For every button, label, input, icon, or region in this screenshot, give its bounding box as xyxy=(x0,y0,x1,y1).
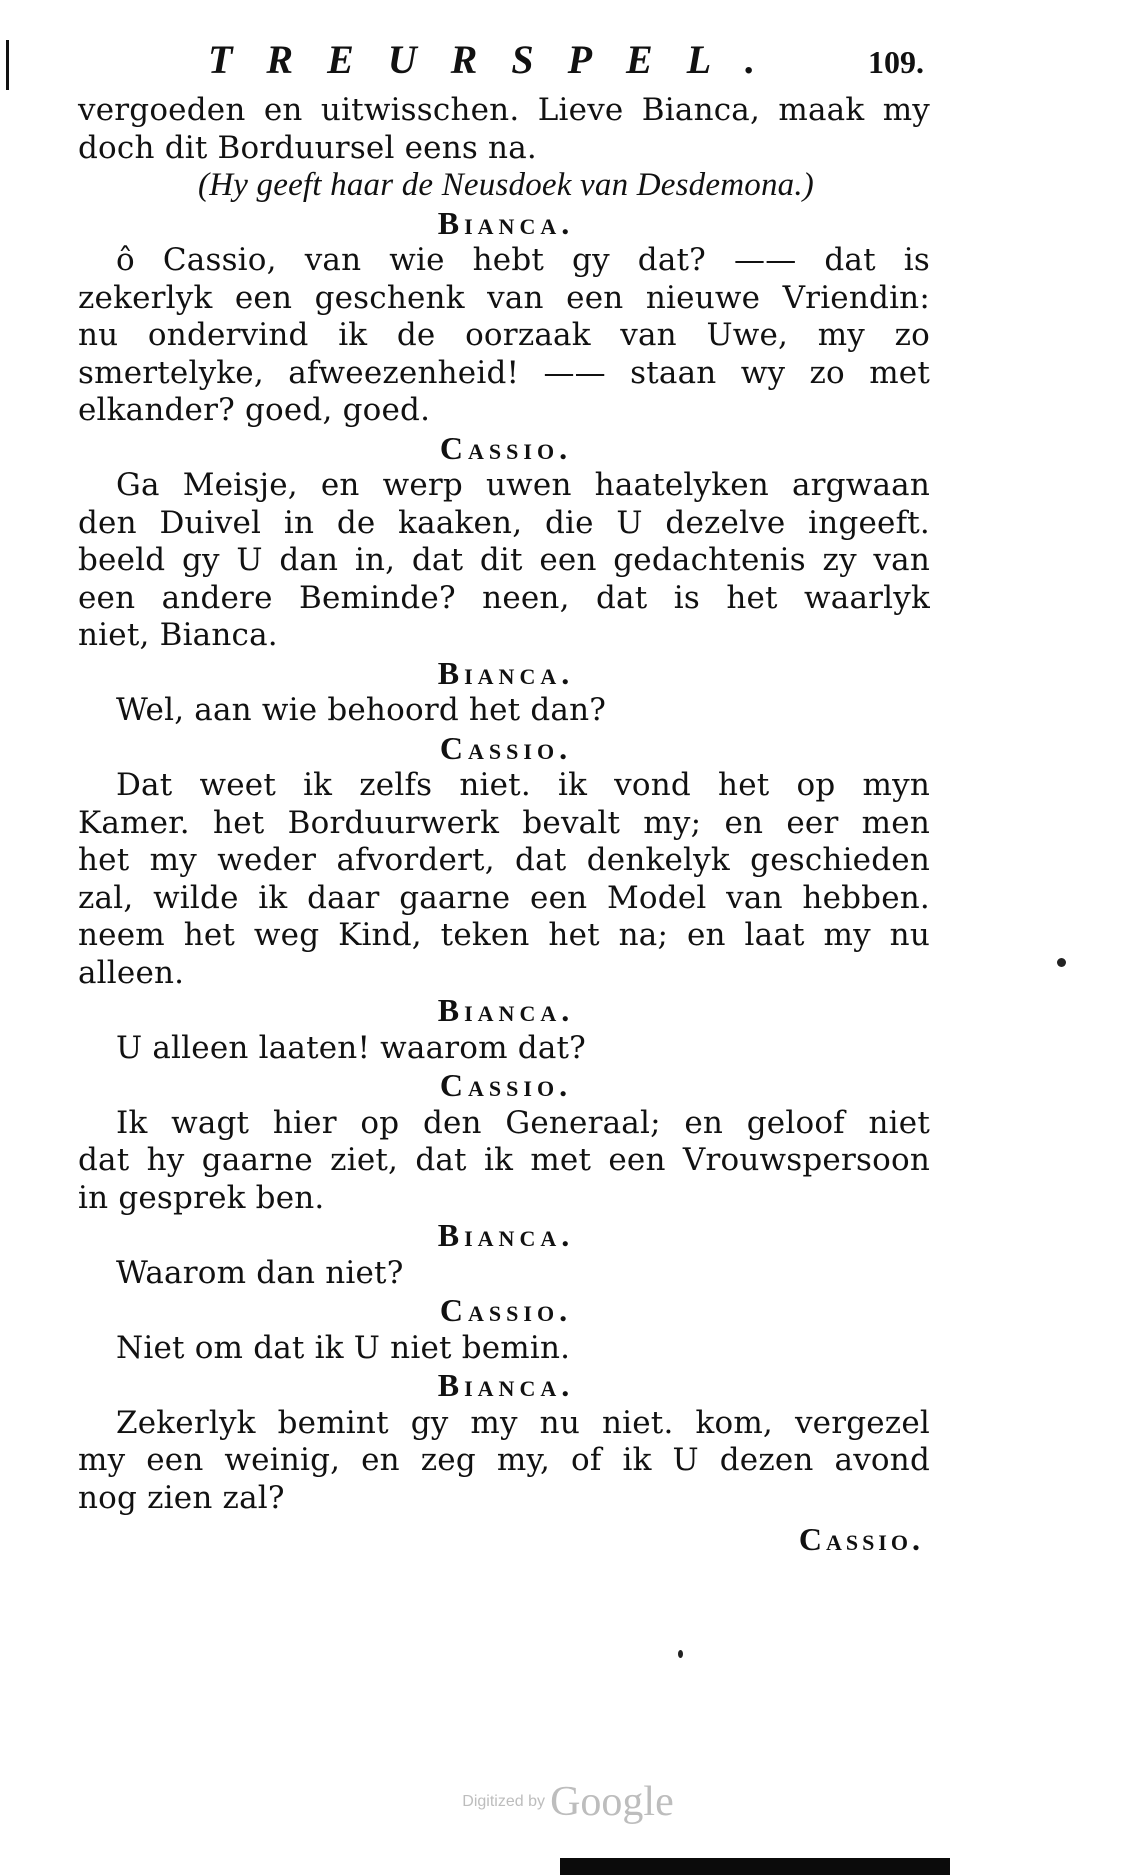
page-number: 109. xyxy=(868,44,924,80)
text-line: vergoeden en uitwisschen. Lieve Bianca, maak my xyxy=(78,92,930,128)
text-line: Niet om dat ik U niet bemin. xyxy=(116,1329,571,1366)
speaker-name: Cassio. xyxy=(439,1292,573,1328)
text-line: smertelyke, afweezenheid! —— staan wy zo met xyxy=(78,354,930,391)
text-line: Dat weet ik zelfs niet. ik vond het op myn xyxy=(116,767,930,803)
text-line: beeld gy U dan in, dat dit een gedachtenis zy van xyxy=(78,542,930,578)
speaker-name: Bianca. xyxy=(437,1217,575,1253)
text-line: dat hy gaarne ziet, dat ik met een Vrouwspersoon xyxy=(78,1142,930,1178)
ink-speck xyxy=(1057,958,1066,967)
speaker-name: Bianca. xyxy=(437,1367,575,1403)
ink-speck xyxy=(678,1650,683,1658)
running-title: TREURSPEL. xyxy=(208,37,790,82)
text-line: Zekerlyk bemint gy my nu niet. kom, vergezel xyxy=(116,1404,930,1441)
text-line: niet, Bianca. xyxy=(78,617,278,653)
scan-edge-mark xyxy=(6,40,9,90)
text-line: Ga Meisje, en werp uwen haatelyken argwaan xyxy=(116,467,930,503)
text-line: Waarom dan niet? xyxy=(116,1254,404,1291)
speaker-name: Bianca. xyxy=(437,654,575,691)
page-header xyxy=(78,30,934,92)
text-line: den Duivel in de kaaken, die U dezelve ingeeft. xyxy=(78,504,930,541)
digitized-label: Digitized by xyxy=(462,1793,545,1810)
speaker-name: Cassio. xyxy=(439,1067,573,1103)
text-line: neem het weg Kind, teken het na; en laat my nu xyxy=(78,917,930,953)
text-line: ô Cassio, van wie hebt gy dat? —— dat is xyxy=(116,242,930,278)
stage-direction: (Hy geeft haar de Neusdoek van Desdemona.) xyxy=(198,167,814,203)
scan-bottom-bar xyxy=(560,1858,950,1875)
text-line: Wel, aan wie behoord het dan? xyxy=(116,692,607,728)
catchword: Cassio. xyxy=(798,1521,924,1557)
text-line: zekerlyk een geschenk van een nieuwe Vriendin: xyxy=(78,279,930,316)
text-line: een andere Beminde? neen, dat is het waarlyk xyxy=(78,579,930,616)
speaker-name: Cassio. xyxy=(439,729,573,766)
text-line: alleen. xyxy=(78,954,185,991)
text-line: nu ondervind ik de oorzaak van Uwe, my zo xyxy=(78,317,930,353)
speaker-name: Bianca. xyxy=(437,204,575,241)
speaker-name: Cassio. xyxy=(439,429,573,466)
google-logo: Google xyxy=(550,1779,674,1825)
text-line: nog zien zal? xyxy=(78,1479,285,1516)
book-page xyxy=(78,30,934,1558)
text-line: Ik wagt hier op den Generaal; en geloof niet xyxy=(116,1104,930,1141)
play-text xyxy=(78,92,934,1517)
text-line: Kamer. het Borduurwerk bevalt my; en eer men xyxy=(78,804,930,841)
text-line: elkander? goed, goed. xyxy=(78,392,431,428)
digitized-watermark xyxy=(0,1778,1136,1826)
text-line: doch dit Borduursel eens na. xyxy=(78,129,537,166)
text-line: zal, wilde ik daar gaarne een Model van hebben. xyxy=(78,879,930,916)
speaker-name: Bianca. xyxy=(437,992,575,1028)
text-line: U alleen laaten! waarom dat? xyxy=(116,1029,586,1066)
text-line: my een weinig, en zeg my, of ik U dezen avond xyxy=(78,1442,930,1478)
text-line: in gesprek ben. xyxy=(78,1179,325,1216)
text-line: het my weder afvordert, dat denkelyk geschieden xyxy=(78,842,930,878)
